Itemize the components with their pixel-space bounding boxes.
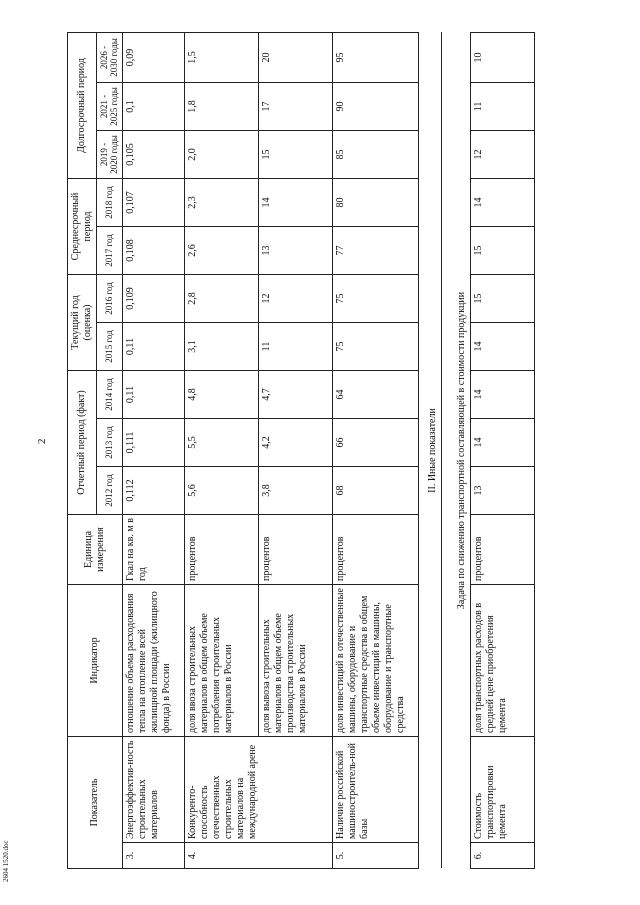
task-title: Задача по снижению транспортной составляющей в стоимости продукции [441,32,470,868]
header-year: 2013 год [97,418,123,466]
cell-value: 0,11 [122,322,184,370]
cell-value: 0,108 [122,226,184,274]
header-year: 2014 год [97,370,123,418]
cell-value: 14 [470,418,534,466]
cell-value: 95 [332,32,418,82]
table-row [122,32,184,868]
header-period-medium: Среднесрочный период [68,178,97,274]
row-number: 3. [122,843,184,869]
cell-value: 0,111 [122,418,184,466]
header-year: 2017 год [97,226,123,274]
cell-value: 2,6 [184,226,258,274]
row-group: Конкуренто-способность отечественных строительных материалов на международной арене [184,736,332,842]
cell-value: 66 [332,418,418,466]
row-indicator: доля ввоза строительных материалов в общем объеме потребления строительных материалов в России [184,584,258,736]
table-row [470,32,534,868]
cell-value: 5,6 [184,466,258,514]
document-code: 2604 1520.doc [2,840,10,882]
header-unit: Единица измерения [68,514,123,584]
task-row [441,32,470,868]
row-indicator: отношение объема расходования тепла на отопление всей жилищной площади (жилищного фонда) в России [122,584,184,736]
cell-value: 11 [258,322,332,370]
row-number: 6. [470,843,534,869]
cell-value: 1,5 [184,32,258,82]
header-period-current: Текущий год (оценка) [68,274,97,370]
cell-value: 14 [470,322,534,370]
cell-value: 75 [332,322,418,370]
cell-value: 15 [258,130,332,178]
cell-value: 12 [470,130,534,178]
row-number: 4. [184,843,332,869]
header-year: 2012 год [97,466,123,514]
cell-value: 4,7 [258,370,332,418]
cell-value: 1,8 [184,82,258,130]
header-year: 2015 год [97,322,123,370]
cell-value: 85 [332,130,418,178]
cell-value: 68 [332,466,418,514]
cell-value: 4,8 [184,370,258,418]
cell-value: 13 [470,466,534,514]
cell-value: 0,09 [122,32,184,82]
cell-value: 3,8 [258,466,332,514]
table-row [332,32,418,868]
cell-value: 3,1 [184,322,258,370]
cell-value: 14 [470,178,534,226]
cell-value: 77 [332,226,418,274]
section-row [418,32,441,868]
header-year: 2019 - 2020 годы [97,130,123,178]
cell-value: 2,8 [184,274,258,322]
header-year: 2021 - 2025 годы [97,82,123,130]
row-unit: процентов [332,514,418,584]
row-group: Стоимость транспортировки цемента [470,736,534,842]
header-indicator: Индикатор [68,584,123,736]
cell-value: 20 [258,32,332,82]
cell-value: 13 [258,226,332,274]
header-year: 2016 год [97,274,123,322]
header-year: 2026 - 2030 годы [97,32,123,82]
row-number: 5. [332,843,418,869]
header-period-long: Долгосрочный период [68,32,97,178]
row-unit: процентов [184,514,258,584]
row-unit: Гкал на кв. м в год [122,514,184,584]
header-period-reporting: Отчетный период (факт) [68,370,97,514]
indicator-table [67,32,535,869]
cell-value: 15 [470,226,534,274]
header-indicator-group: Показатель [68,736,123,868]
cell-value: 0,105 [122,130,184,178]
row-group: Энергоэффектив-ность строительных материалов [122,736,184,842]
row-group: Наличие российской машиностроитель-ной базы [332,736,418,842]
table-row [184,32,258,868]
cell-value: 17 [258,82,332,130]
row-unit: процентов [258,514,332,584]
cell-value: 64 [332,370,418,418]
cell-value: 15 [470,274,534,322]
cell-value: 0,107 [122,178,184,226]
cell-value: 80 [332,178,418,226]
cell-value: 0,112 [122,466,184,514]
cell-value: 90 [332,82,418,130]
row-indicator: доля инвестиций в отечественные машины, оборудование и транспортные средства в общем объеме инвестиций в машины, оборудование и транспортные средства [332,584,418,736]
header-year: 2018 год [97,178,123,226]
cell-value: 0,1 [122,82,184,130]
row-unit: процентов [470,514,534,584]
cell-value: 10 [470,32,534,82]
row-indicator: доля вывоза строительных материалов в общем объеме производства строительных материалов в России [258,584,332,736]
cell-value: 0,11 [122,370,184,418]
cell-value: 4,2 [258,418,332,466]
cell-value: 2,3 [184,178,258,226]
section-title: II. Иные показатели [418,32,441,868]
cell-value: 0,109 [122,274,184,322]
cell-value: 12 [258,274,332,322]
indicator-table-rotated [67,35,611,869]
row-indicator: доля транспортных расходов в средней цене приобретения цемента [470,584,534,736]
cell-value: 11 [470,82,534,130]
cell-value: 14 [258,178,332,226]
cell-value: 14 [470,370,534,418]
cell-value: 5,5 [184,418,258,466]
cell-value: 75 [332,274,418,322]
cell-value: 2,0 [184,130,258,178]
page-number: 2 [36,438,48,444]
